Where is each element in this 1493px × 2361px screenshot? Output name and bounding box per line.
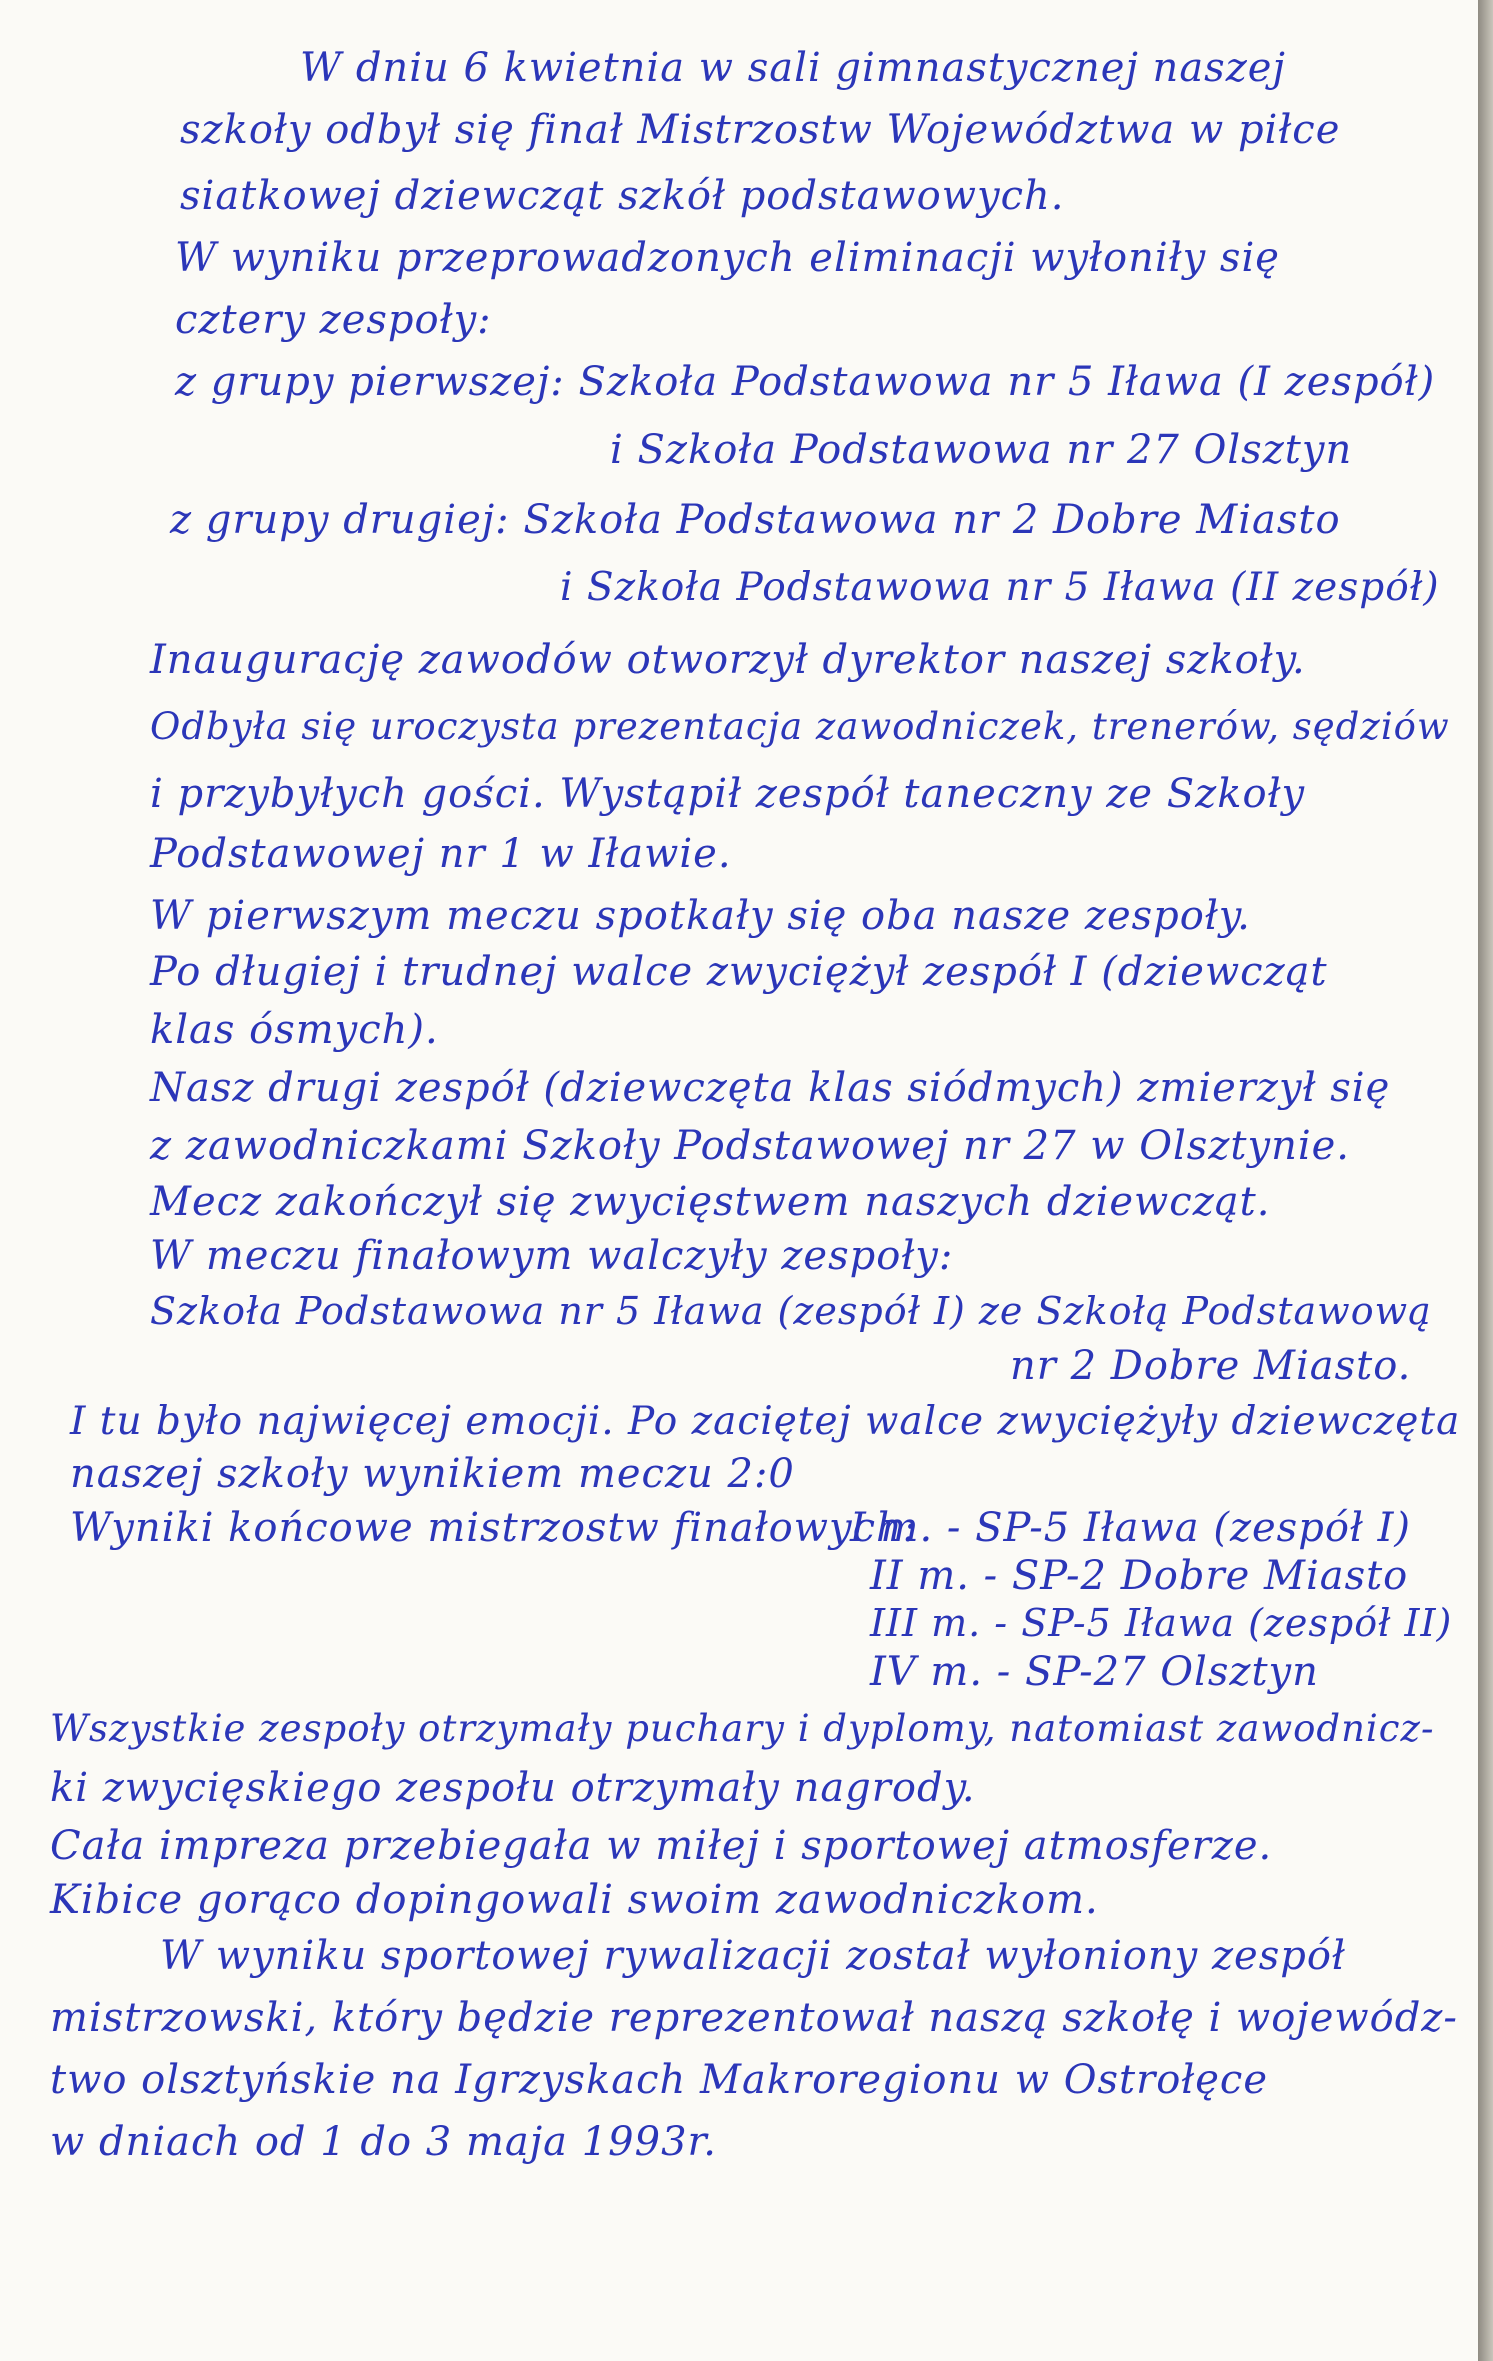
text-line: szkoły odbył się finał Mistrzostw Województwa w piłce — [180, 107, 1341, 153]
text-line: W wyniku sportowej rywalizacji został wyłoniony zespół — [160, 1933, 1346, 1979]
group-line: i Szkoła Podstawowa nr 27 Olsztyn — [610, 427, 1353, 473]
text-line: Wyniki końcowe mistrzostw finałowych: — [70, 1505, 918, 1551]
text-line: nr 2 Dobre Miasto. — [1010, 1343, 1412, 1389]
group-line: z grupy drugiej: Szkoła Podstawowa nr 2 Dobre Miasto — [170, 497, 1341, 543]
text-line: mistrzowski, który będzie reprezentował naszą szkołę i wojewódz- — [50, 1995, 1458, 2041]
result-line: IV m. - SP-27 Olsztyn — [870, 1649, 1319, 1695]
result-line: II m. - SP-2 Dobre Miasto — [870, 1553, 1409, 1599]
text-line: z zawodniczkami Szkoły Podstawowej nr 27 w Olsztynie. — [150, 1123, 1351, 1169]
text-line: cztery zespoły: — [175, 297, 492, 343]
text-line: Podstawowej nr 1 w Iławie. — [150, 831, 732, 877]
result-line: I m. - SP-5 Iława (zespół I) — [850, 1505, 1411, 1551]
text-line: W meczu finałowym walczyły zespoły: — [150, 1233, 954, 1279]
text-line: ki zwycięskiego zespołu otrzymały nagrody. — [50, 1765, 976, 1811]
text-line: Mecz zakończył się zwycięstwem naszych dziewcząt. — [150, 1179, 1271, 1225]
text-line: Inaugurację zawodów otworzył dyrektor naszej szkoły. — [150, 637, 1306, 683]
text-line: two olsztyńskie na Igrzyskach Makroregionu w Ostrołęce — [50, 2057, 1269, 2103]
text-line: W dniu 6 kwietnia w sali gimnastycznej naszej — [300, 45, 1286, 91]
text-line: Po długiej i trudnej walce zwyciężył zespół I (dziewcząt — [150, 949, 1328, 995]
text-line: W pierwszym meczu spotkały się oba nasze zespoły. — [150, 893, 1251, 939]
text-line: i przybyłych gości. Wystąpił zespół taneczny ze Szkoły — [150, 771, 1306, 817]
text-line: w dniach od 1 do 3 maja 1993r. — [50, 2119, 717, 2165]
text-line: W wyniku przeprowadzonych eliminacji wyłoniły się — [175, 235, 1280, 281]
text-line: klas ósmych). — [150, 1007, 439, 1053]
text-line: Odbyła się uroczysta prezentacja zawodniczek, trenerów, sędziów — [150, 705, 1450, 748]
text-line: I tu było najwięcej emocji. Po zaciętej walce zwyciężyły dziewczęta — [70, 1399, 1461, 1444]
text-line: Cała impreza przebiegała w miłej i sportowej atmosferze. — [50, 1823, 1273, 1869]
text-line: Szkoła Podstawowa nr 5 Iława (zespół I) ze Szkołą Podstawową — [150, 1289, 1432, 1333]
text-line: Kibice gorąco dopingowali swoim zawodniczkom. — [50, 1877, 1099, 1923]
text-line: siatkowej dziewcząt szkół podstawowych. — [180, 173, 1065, 219]
group-line: z grupy pierwszej: Szkoła Podstawowa nr 5 Iława (I zespół) — [175, 359, 1436, 405]
page-edge — [1478, 0, 1493, 2361]
group-line: i Szkoła Podstawowa nr 5 Iława (II zespół) — [560, 565, 1440, 610]
text-line: Nasz drugi zespół (dziewczęta klas siódmych) zmierzył się — [150, 1065, 1391, 1111]
text-line: Wszystkie zespoły otrzymały puchary i dyplomy, natomiast zawodnicz- — [50, 1707, 1435, 1750]
text-line: naszej szkoły wynikiem meczu 2:0 — [70, 1451, 795, 1497]
result-line: III m. - SP-5 Iława (zespół II) — [870, 1601, 1453, 1645]
